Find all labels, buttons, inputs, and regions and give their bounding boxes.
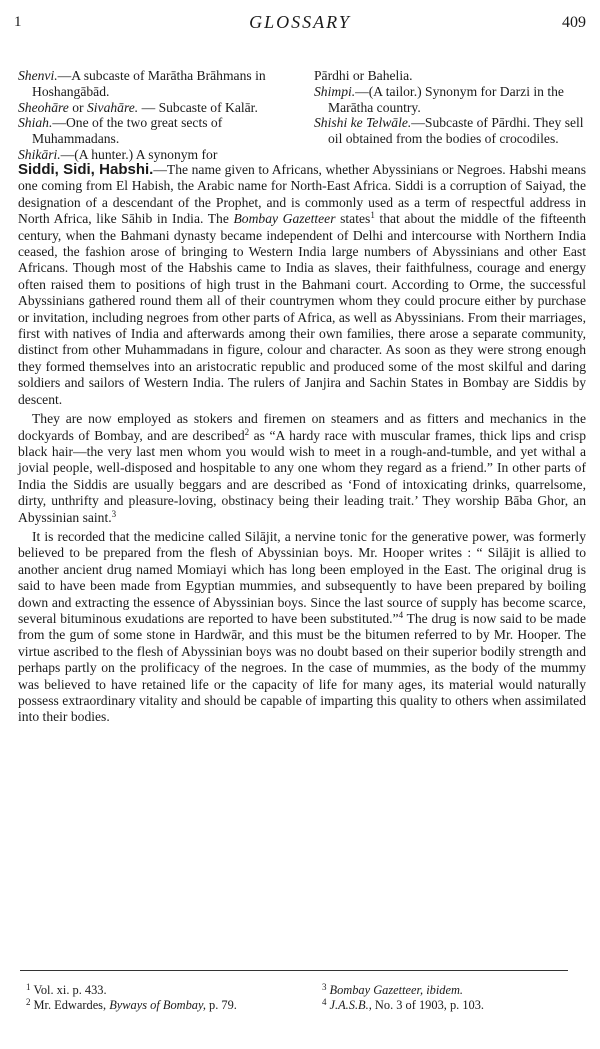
footnote: $^3$ Bombay Gazetteer, ibidem.: [322, 982, 464, 997]
running-header: [14, 12, 586, 36]
footnote: $^2$ Mr. Edwardes, Byways of Bombay, p. 79.: [26, 997, 237, 1012]
footnote-mark: 2: [244, 426, 250, 437]
glossary-entry: Shimpi.—(A tailor.) Synonym for Darzi in the Marātha country.: [314, 83, 564, 115]
glossary-entry: Pārdhi or Bahelia.: [314, 68, 413, 83]
paragraph: It is recorded that the medicine called Silājit, a nervine tonic for the generative power, was formerly believed to be prepared from the flesh of Abyssinian boys. Mr. Hooper writes : “ Silājit is allied to another ancient drug named Momiayi which has long been employed in the East. The original drug is said to have been made from Egyptian mummies, and subsequently to have been prepared by boiling down and extracting the essence of Abyssinian boys. Since the last source of supply has become scarce, several bituminous exudations are reported to have been substituted.”$^4$ The drug is now said to be made from the gum of some stone in Hardwār, and this must be the bitumen referred to by Mr. Hooper. The virtue ascribed to the flesh of Abyssinian boys was no doubt based on their superior bodily strength and perhaps partly on the prolificacy of the negroes. In the case of mummies, as the body of the mummy was believed to have retained life or the capacity of life for many ages, its material would naturally possess extraordinary vitality and should be capable of imparting this quality to others when assimilated into their bodies.: [18, 528, 586, 725]
glossary-column-left: [18, 68, 294, 163]
footnote: $^1$ Vol. xi. p. 433.: [26, 982, 107, 997]
glossary-entry: Shiah.—One of the two great sects of Muhammadans.: [18, 115, 223, 147]
main-article: [18, 162, 586, 729]
header-mark: 1: [14, 14, 22, 30]
paragraph: They are now employed as stokers and firemen on steamers and as fitters and mechanics in the dockyards of Bombay, and are described$^2$ as “A hardy race with muscular frames, thick lips and crisp black hair—the very last men whom you would wish to meet in a rough-and-tumble, and yet withal a jovial people, well-disposed and hospitable to any one whom they regard as a friend.” In other parts of India the Siddis are usually beggars and are described as ‘Fond of intoxicating drinks, quarrelsome, dirty, unthrifty and pleasure-loving, obstinacy being their leading trait.’ They worship Bāba Ghor, an Abyssinian saint.$^3$: [18, 411, 587, 525]
page-title: GLOSSARY: [249, 12, 351, 32]
footnote: $^4$ J.A.S.B., No. 3 of 1903, p. 103.: [322, 997, 485, 1012]
footnote-mark: 3: [111, 508, 117, 519]
footnote-divider: [20, 970, 568, 971]
glossary-entry: Shishi ke Telwāle.—Subcaste of Pārdhi. They sell oil obtained from the bodies of crocodiles.: [314, 115, 584, 147]
footnote-mark: 4: [398, 609, 404, 620]
glossary-entry: Shikāri.—(A hunter.) A synonym for: [18, 146, 218, 162]
headword: Siddi, Sidi, Habshi.: [18, 161, 154, 178]
footnote-mark: 1: [370, 210, 375, 221]
glossary-entry: Shenvi.—A subcaste of Marātha Brāhmans in Hoshangābād.: [18, 68, 266, 99]
page-number: 409: [562, 14, 586, 31]
paragraph: Siddi, Sidi, Habshi.—The name given to Africans, whether Abyssinians or Negroes. Habshi means one coming from El Habish, the Arabic name for North-East Africa. Siddi is a corruption of Saiyad, the designation of a descendant of the Prophet, and is commonly used as a term of respectful address in North Africa, like Sāhib in India. The Bombay Gazetteer states$^1$ that about the middle of the fifteenth century, when the Bahmani dynasty became independent of Delhi and intercourse with Northern India ceased, the fashion arose of bringing to Western India large numbers of Abyssinians and other East Africans. Though most of the Habshis came to India as slaves, their faithfulness, courage and energy often raised them to positions of high trust in the Bahmani court. According to Orme, the successful Abyssinians gathered round them all of their countrymen whom they could procure either by purchase or invitation, including negroes from other parts of Africa, as well as Abyssinians. From their marriages, first with natives of India and afterwards among their own families, there arose a separate community, distinct from other Muhammadans in figure, colour and character. As soon as they were strong enough they formed themselves into an aristocratic republic and produced some of the most skilful and daring soldiers and sailors of Western India. The rulers of Janjira and Sachin States in Bombay are Siddis by descent.: [18, 161, 587, 407]
glossary-entry: Sheohāre or Sivahāre. — Subcaste of Kalār.: [18, 99, 258, 115]
glossary-column-right: [314, 68, 586, 147]
